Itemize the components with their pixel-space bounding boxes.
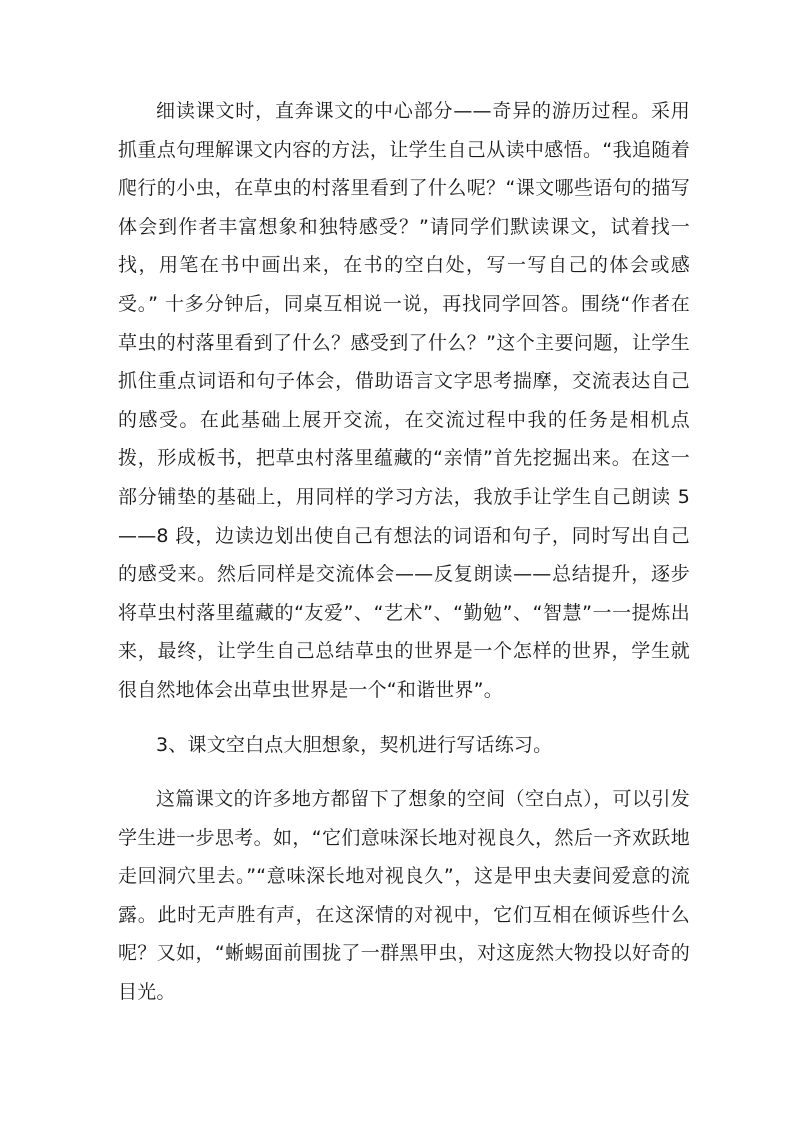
paragraph-blank-points: 这篇课文的许多地方都留下了想象的空间（空白点），可以引发学生进一步思考。如，“它们意味深长地对视良久，然后一齐欢跃地走回洞穴里去。”“意味深长地对视良久”，这是甲虫夫妻间爱意的流露。此时无声胜有声，在这深情的对视中，它们互相在倾诉些什么呢？又如，“蜥蜴面前围拢了一群黑甲虫，对这庞然大物投以好奇的目光。: [118, 788, 690, 1004]
section-heading-imagination: 3、课文空白点大胆想象，契机进行写话练习。: [156, 733, 553, 756]
paragraph-reading-process: 细读课文时，直奔课文的中心部分——奇异的游历过程。采用抓重点句理解课文内容的方法，让学生自己从读中感悟。“我追随着爬行的小虫，在草虫的村落里看到了什么呢？“课文哪些语句的描写体会到作者丰富想象和独特感受？”请同学们默读课文，试着找一找，用笔在书中画出来，在书的空白处，写一写自己的体会或感受。” 十多分钟后，同桌互相说一说，再找同学回答。围绕“作者在草虫的村落里看到了什么？感受到了什么？”这个主要问题，让学生抓住重点词语和句子体会，借助语言文字思考揣摩，交流表达自己的感受。在此基础上展开交流，在交流过程中我的任务是相机点拨，形成板书，把草虫村落里蕴藏的“亲情”首先挖掘出来。在这一部分铺垫的基础上，用同样的学习方法，我放手让学生自己朗读 5——8 段，边读边划出使自己有想法的词语和句子，同时写出自己的感受来。然后同样是交流体会——反复朗读——总结提升，逐步将草虫村落里蕴藏的“友爱”、“艺术”、“勤勉”、“智慧”一一提炼出来，最终，让学生自己总结草虫的世界是一个怎样的世界，学生就很自然地体会出草虫世界是一个“和谐世界”。: [118, 100, 690, 701]
document-page: [118, 92, 690, 1012]
